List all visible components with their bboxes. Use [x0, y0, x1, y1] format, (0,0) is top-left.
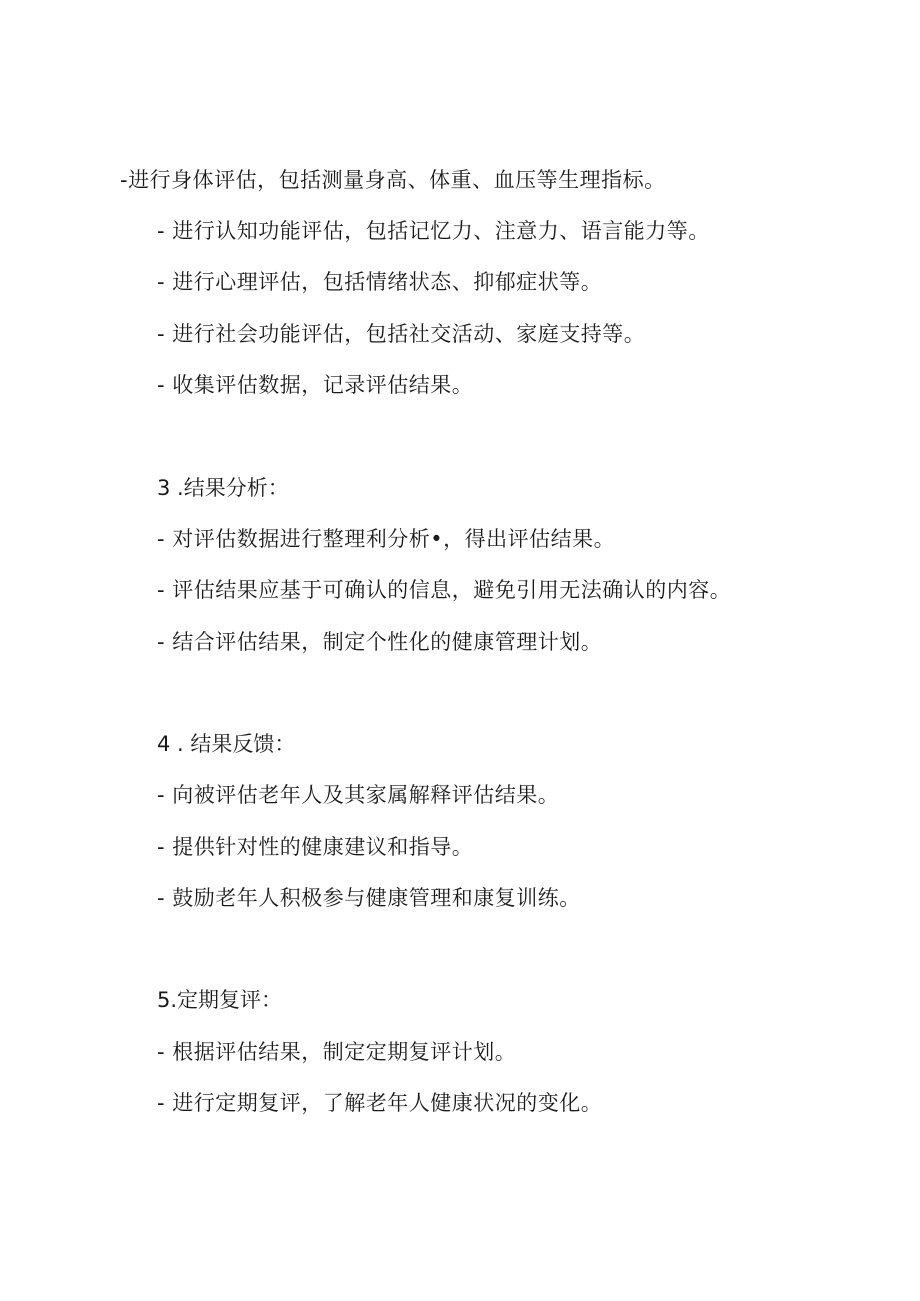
section-heading: 5.定期复评：	[157, 988, 283, 1012]
section-heading: 4 . 结果反馈：	[157, 732, 296, 756]
list-item: - 提供针对性的健康建议和指导。	[157, 835, 474, 859]
section-heading: 3 .结果分析：	[157, 476, 289, 500]
list-item: - 结合评估结果，制定个性化的健康管理计划。	[157, 630, 603, 654]
list-item: - 根据评估结果，制定定期复评计划。	[157, 1040, 517, 1064]
list-item: - 评估结果应基于可确认的信息，避免引用无法确认的内容。	[157, 578, 732, 602]
list-item: - 对评估数据进行整理利分析•，得出评估结果。	[157, 527, 616, 551]
list-item: - 鼓励老年人积极参与健康管理和康复训练。	[157, 886, 581, 910]
list-item: - 进行心理评估，包括情绪状态、抑郁症状等。	[157, 270, 603, 294]
list-item: - 向被评估老年人及其家属解释评估结果。	[157, 783, 560, 807]
list-item: - 收集评估数据，记录评估结果。	[157, 373, 474, 397]
list-item: - 进行认知功能评估，包括记忆力、注意力、语言能力等。	[157, 219, 710, 243]
list-item: - 进行社会功能评估，包括社交活动、家庭支持等。	[157, 322, 646, 346]
list-item: -进行身体评估，包括测量身高、体重、血压等生理指标。	[120, 168, 666, 192]
list-item: - 进行定期复评，了解老年人健康状况的变化。	[157, 1091, 603, 1115]
